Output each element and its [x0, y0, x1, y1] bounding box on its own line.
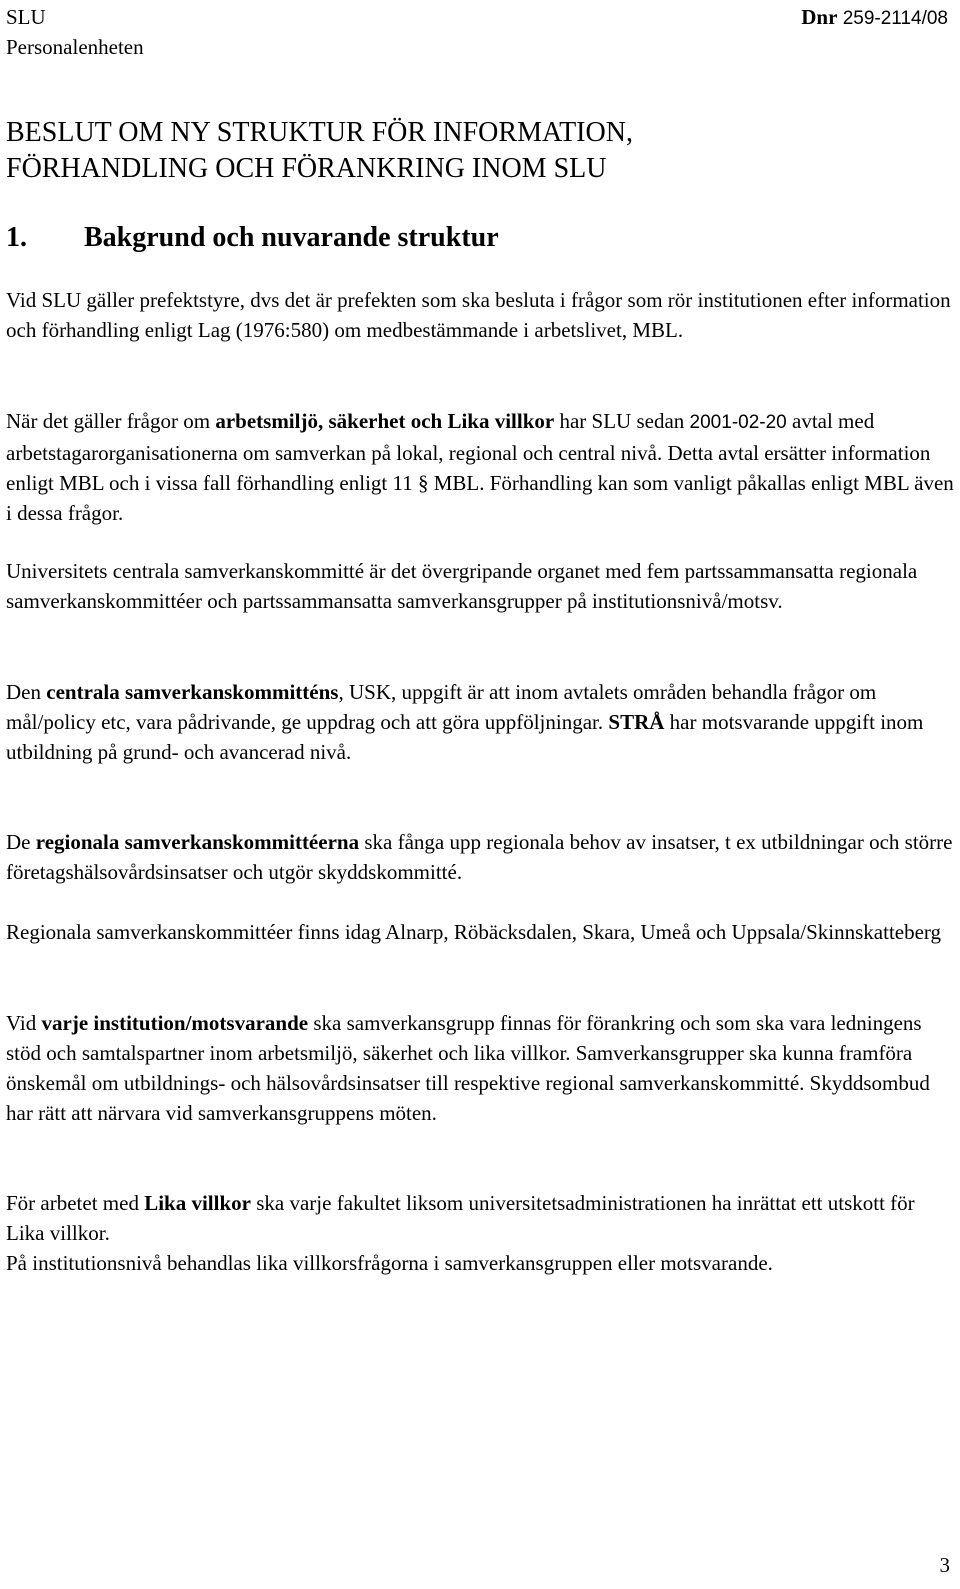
p4-text-c: , USK, uppgift är att inom avtalets områden behandla frågor om mål/policy etc, vara pådrivande, ge uppdrag och att göra uppföljningar. — [6, 680, 877, 734]
paragraph-1: Vid SLU gäller prefektstyre, dvs det är prefekten som ska besluta i frågor som rör institutionen efter information och förhandling enligt Lag (1976:580) om medbestämmande i arbetslivet, MBL. — [6, 288, 951, 342]
paragraph-4 — [6, 677, 954, 767]
p4-text-a: Den — [6, 680, 47, 704]
p7-text-c: ska samverkansgrupp finnas för förankring och som ska vara ledningens stöd och samtalspartner inom arbetsmiljö, säkerhet och lika villkor. Samverkansgrupper ska kunna framföra önskemål om utbildnings- och hälsovårdsinsatser till respektive regional samverkanskommitté. Skyddsombud har rätt att närvara vid samverkansgruppens möten. — [6, 1011, 930, 1125]
page-number: 3 — [939, 1553, 950, 1577]
dnr-number: 259-2114/08 — [842, 8, 948, 29]
p5-text-c: ska fånga upp regionala behov av insatser, t ex utbildningar och större företagshälsovårdsinsatser och utgör skyddskommitté. — [6, 830, 953, 884]
p2-bold: arbetsmiljö, säkerhet och Lika villkor — [215, 409, 555, 433]
p2-text-d: avtal med arbetstagarorganisationerna om samverkan på lokal, regional och central nivå. Detta avtal ersätter information enligt MBL och i vissa fall förhandling enligt 11 § MBL. Förhandling kan som vanligt påkallas enligt MBL även i dessa frågor. — [6, 409, 954, 525]
paragraph-8 — [6, 1188, 954, 1248]
title-line-1: BESLUT OM NY STRUKTUR FÖR INFORMATION, — [6, 117, 633, 148]
p4-bold-2: STRÅ — [608, 710, 665, 734]
p2-date: 2001-02-20 — [689, 412, 787, 433]
paragraph-9: På institutionsnivå behandlas lika villkorsfrågorna i samverkansgruppen eller motsvarande. — [6, 1251, 773, 1275]
paragraph-2 — [6, 406, 954, 528]
paragraph-5 — [6, 827, 954, 887]
p5-bold: regionala samverkanskommittéerna — [35, 830, 360, 854]
org-name: SLU — [6, 5, 46, 29]
p7-text-a: Vid — [6, 1011, 42, 1035]
paragraph-3: Universitets centrala samverkanskommitté är det övergripande organet med fem partssammansatta regionala samverkanskommittéer och partssammansatta samverkansgrupper på institutionsnivå/motsv. — [6, 559, 918, 613]
p8-bold: Lika villkor — [144, 1191, 251, 1215]
p2-text-a: När det gäller frågor om — [6, 409, 216, 433]
document-title — [6, 115, 906, 187]
unit-name: Personalenheten — [6, 35, 144, 59]
p8-text-a: För arbetet med — [6, 1191, 145, 1215]
section-heading-text: Bakgrund och nuvarande struktur — [84, 222, 499, 253]
paragraph-6: Regionala samverkanskommittéer finns idag Alnarp, Röbäcksdalen, Skara, Umeå och Uppsala/Skinnskatteberg — [6, 920, 942, 944]
paragraph-7 — [6, 1008, 954, 1128]
p4-bold-1: centrala samverkanskommitténs — [46, 680, 339, 704]
title-line-2: FÖRHANDLING OCH FÖRANKRING INOM SLU — [6, 153, 607, 184]
p7-bold: varje institution/motsvarande — [41, 1011, 309, 1035]
p4-text-e: har motsvarande uppgift inom utbildning på grund- och avancerad nivå. — [6, 710, 924, 764]
section-number: 1. — [6, 222, 27, 253]
section-heading — [6, 220, 499, 256]
document-header-right — [801, 2, 948, 34]
document-header-left — [6, 2, 144, 62]
p2-text-c: har SLU sedan — [554, 409, 690, 433]
p8-text-c: ska varje fakultet liksom universitetsadministrationen ha inrättat ett utskott för Lika villkor. — [6, 1191, 915, 1245]
p5-text-a: De — [6, 830, 36, 854]
dnr-label: Dnr — [801, 5, 838, 29]
